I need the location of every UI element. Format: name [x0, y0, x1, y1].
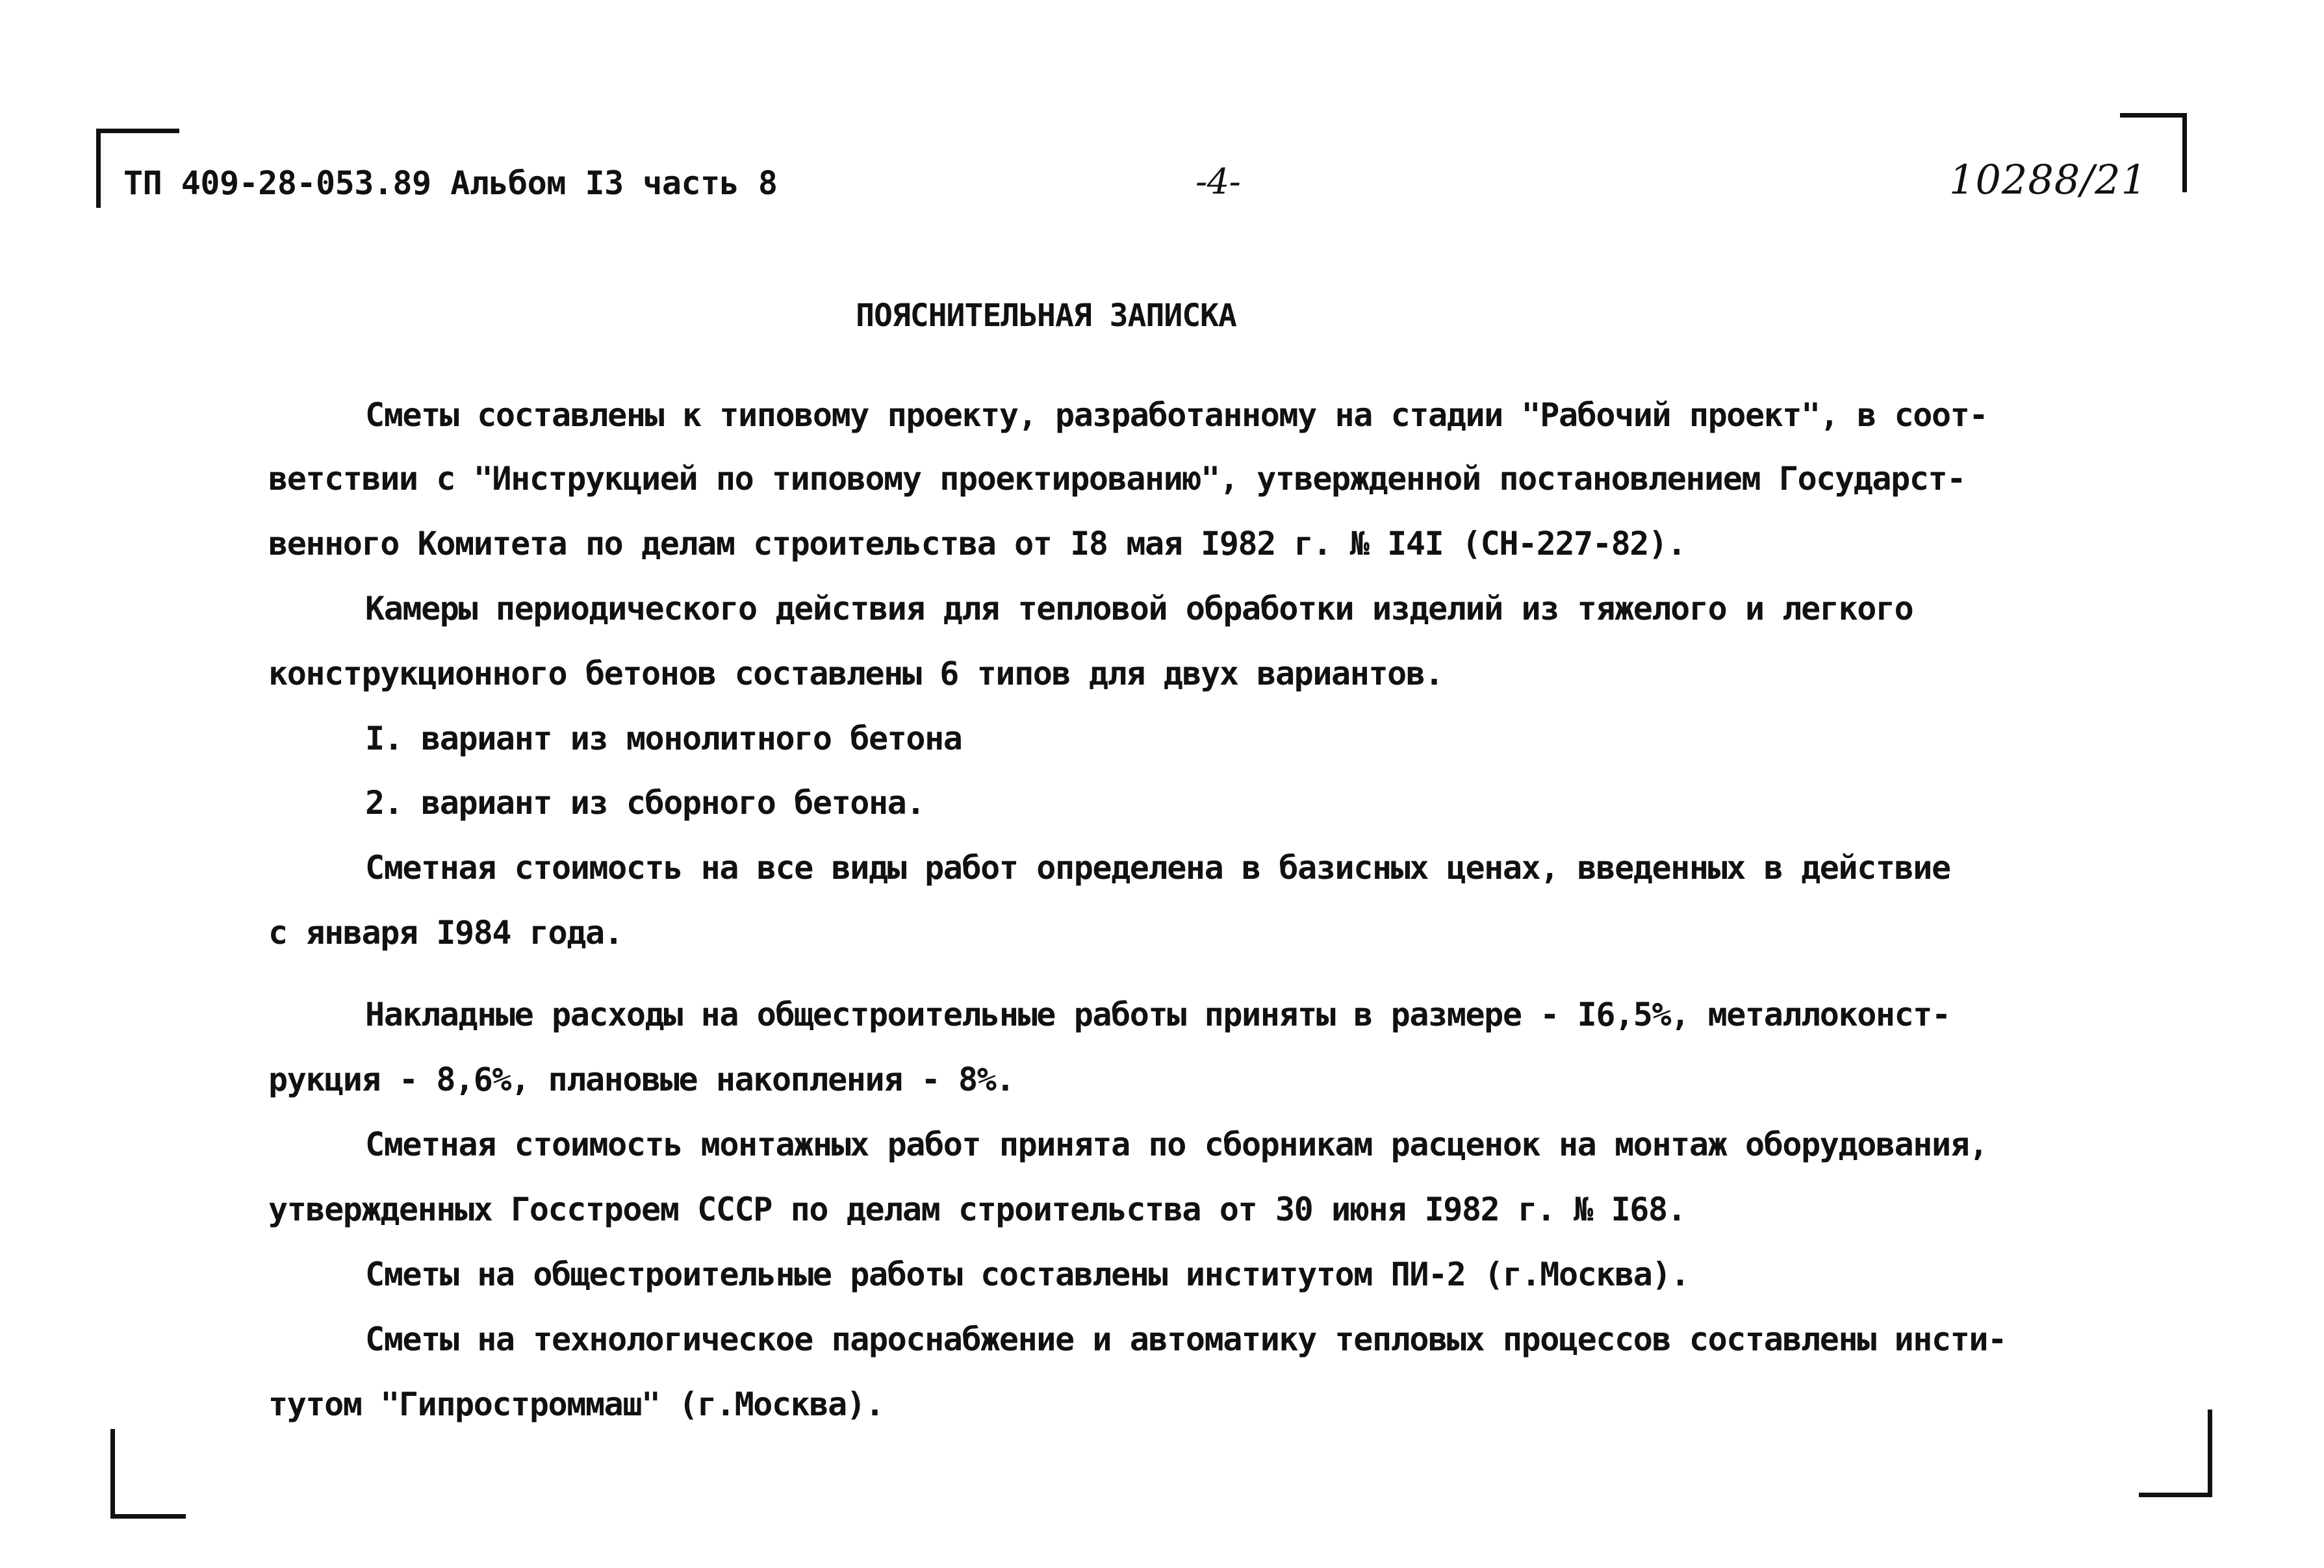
text-line: ветствии с "Инструкцией по типовому проектированию", утвержденной постановлением Государст- — [268, 460, 1965, 498]
page-number: -4- — [1195, 161, 1241, 202]
frame-corner-bottom-right-horizontal — [2139, 1493, 2212, 1497]
text-line: утвержденных Госстроем СССР по делам строительства от 30 июня I982 г. № I68. — [268, 1191, 1686, 1228]
frame-corner-top-right-horizontal — [2120, 113, 2187, 118]
text-line: Сметная стоимость монтажных работ принята по сборникам расценок на монтаж оборудования, — [365, 1126, 1988, 1163]
text-line: конструкционного бетонов составлены 6 типов для двух вариантов. — [268, 655, 1444, 692]
frame-corner-bottom-left-vertical — [110, 1429, 115, 1519]
frame-corner-bottom-right-vertical — [2208, 1410, 2212, 1497]
text-line: рукция - 8,6%, плановые накопления - 8%. — [268, 1061, 1015, 1098]
handwritten-stamp-number: 10288/21 — [1949, 156, 2148, 203]
text-line: Сметы на общестроительные работы составлены институтом ПИ-2 (г.Москва). — [365, 1256, 1689, 1293]
frame-corner-top-left-vertical — [96, 129, 101, 208]
frame-corner-top-left-horizontal — [96, 129, 179, 133]
text-line: с января I984 года. — [268, 914, 623, 952]
text-line: Накладные расходы на общестроительные работы приняты в размере - I6,5%, металлоконст- — [365, 996, 1950, 1033]
page-title: ПОЯСНИТЕЛЬНАЯ ЗАПИСКА — [856, 297, 1236, 334]
document-code: ТП 409-28-053.89 Альбом I3 часть 8 — [123, 164, 778, 202]
text-line: 2. вариант из сборного бетона. — [365, 784, 925, 822]
text-line: Сметы на технологическое пароснабжение и автоматику тепловых процессов составлены инсти- — [365, 1321, 2006, 1358]
text-line: Сметы составлены к типовому проекту, разработанному на стадии "Рабочий проект", в соот- — [365, 396, 1988, 434]
text-line: венного Комитета по делам строительства от I8 мая I982 г. № I4I (СН-227-82). — [268, 525, 1686, 563]
text-line: Сметная стоимость на все виды работ определена в базисных ценах, введенных в действие — [365, 849, 1950, 887]
text-line: I. вариант из монолитного бетона — [365, 720, 962, 757]
text-line: тутом "Гипростроммаш" (г.Москва). — [268, 1385, 884, 1423]
frame-corner-top-right-vertical — [2182, 113, 2187, 192]
frame-corner-bottom-left-horizontal — [110, 1514, 186, 1519]
text-line: Камеры периодического действия для тепловой обработки изделий из тяжелого и легкого — [365, 590, 1913, 627]
